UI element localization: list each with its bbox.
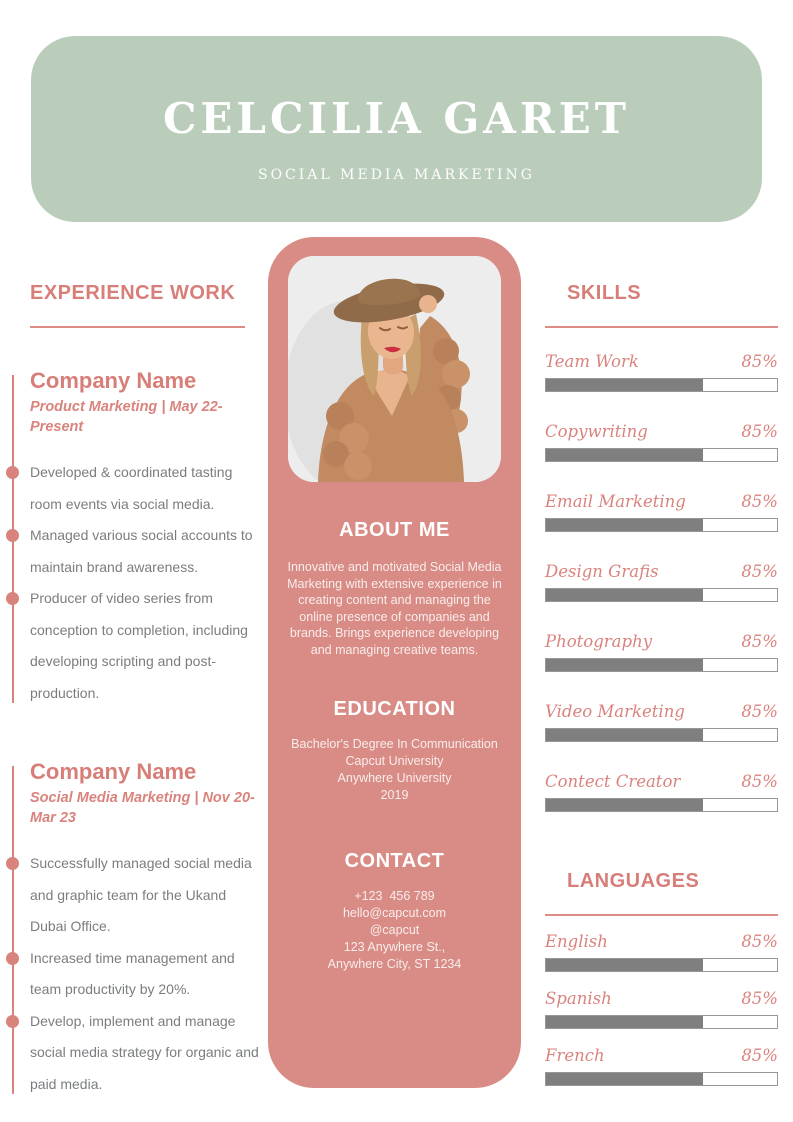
profile-photo (288, 256, 501, 482)
language-bar-fill (546, 1016, 703, 1028)
language-label: Spanish (545, 989, 612, 1008)
education-heading: EDUCATION (333, 698, 456, 720)
skill-bar (545, 518, 778, 532)
language-label: English (545, 932, 608, 951)
language-bar (545, 1015, 778, 1029)
skill-label: Video Marketing (545, 702, 685, 721)
education-line: Anywhere University (337, 771, 452, 785)
job-bullet: Successfully managed social media and graphic team for the Ukand Dubai Office. (30, 848, 263, 943)
header-banner (31, 36, 762, 222)
skill-bar (545, 728, 778, 742)
skill-bar-fill (546, 729, 703, 741)
education-line: Bachelor's Degree In Communication (291, 737, 498, 751)
company-name: Company Name (30, 368, 197, 393)
languages-section (545, 870, 778, 1086)
skills-column (545, 282, 778, 1086)
contact-lines (268, 888, 521, 973)
contact-address-1: 123 Anywhere St., (343, 940, 446, 954)
skill-percent: 85% (741, 632, 778, 651)
experience-column (30, 282, 263, 1100)
skill-item (545, 492, 778, 532)
skill-item (545, 772, 778, 812)
skill-bar-fill (546, 449, 703, 461)
contact-email: hello@capcut.com (342, 906, 446, 920)
experience-divider (30, 326, 245, 328)
skill-bar (545, 798, 778, 812)
skill-label: Photography (545, 632, 653, 651)
language-item (545, 932, 778, 972)
education-line: Capcut University (345, 754, 444, 768)
languages-divider (545, 914, 778, 916)
experience-heading: EXPERIENCE WORK (30, 282, 236, 304)
skills-heading: SKILLS (567, 282, 642, 304)
skill-label: Team Work (545, 352, 639, 371)
contact-address-2: Anywhere City, ST 1234 (327, 957, 462, 971)
skill-percent: 85% (741, 352, 778, 371)
skill-item (545, 632, 778, 672)
skill-percent: 85% (741, 492, 778, 511)
about-heading: ABOUT ME (339, 519, 450, 541)
job-bullet: Increased time management and team productivity by 20%. (30, 943, 263, 1006)
job-bullet-list (30, 848, 263, 1100)
skill-item (545, 352, 778, 392)
skill-item (545, 702, 778, 742)
skill-bar-fill (546, 589, 703, 601)
skill-label: Email Marketing (545, 492, 686, 511)
skill-bar (545, 448, 778, 462)
skill-bar-fill (546, 519, 703, 531)
job-bullet-list (30, 457, 263, 709)
skill-bar (545, 658, 778, 672)
job-entry-1 (30, 368, 263, 709)
skill-bar-fill (546, 379, 703, 391)
education-line: 2019 (380, 788, 409, 802)
portrait-illustration (288, 256, 501, 482)
skill-bar-fill (546, 799, 703, 811)
contact-heading: CONTACT (344, 850, 445, 872)
skills-divider (545, 326, 778, 328)
language-item (545, 989, 778, 1029)
skill-label: Design Grafis (545, 562, 659, 581)
language-percent: 85% (741, 1046, 778, 1065)
job-meta: Social Media Marketing | Nov 20-Mar 23 (30, 790, 255, 826)
language-bar-fill (546, 1073, 703, 1085)
language-item (545, 1046, 778, 1086)
job-bullet: Producer of video series from conception to completion, including developing scripting and post-production. (30, 583, 263, 709)
job-bullet: Developed & coordinated tasting room events via social media. (30, 457, 263, 520)
skill-item (545, 562, 778, 602)
job-bullet: Managed various social accounts to maintain brand awareness. (30, 520, 263, 583)
language-bar (545, 958, 778, 972)
skill-bar (545, 378, 778, 392)
skill-percent: 85% (741, 422, 778, 441)
languages-heading: LANGUAGES (567, 870, 700, 892)
person-name: CELCILIA GARET (162, 94, 631, 143)
skill-percent: 85% (741, 562, 778, 581)
job-meta: Product Marketing | May 22-Present (30, 399, 223, 435)
company-name: Company Name (30, 759, 197, 784)
contact-handle: @capcut (369, 923, 420, 937)
education-lines (268, 736, 521, 804)
about-text: Innovative and motivated Social Media Marketing with extensive experience in creating content and managing the online presence of companies and brands. Brings experience developing and managing creative teams. (287, 560, 502, 657)
language-bar-fill (546, 959, 703, 971)
language-percent: 85% (741, 932, 778, 951)
skill-item (545, 422, 778, 462)
language-bar (545, 1072, 778, 1086)
skills-list (545, 352, 778, 812)
skill-percent: 85% (741, 772, 778, 791)
timeline-line (12, 766, 14, 1094)
job-title: SOCIAL MEDIA MARKETING (257, 167, 535, 183)
profile-panel (268, 237, 521, 1088)
job-bullet: Develop, implement and manage social media strategy for organic and paid media. (30, 1006, 263, 1101)
job-entry-2 (30, 759, 263, 1100)
skill-bar (545, 588, 778, 602)
language-label: French (545, 1046, 605, 1065)
skill-label: Contect Creator (545, 772, 681, 791)
skill-percent: 85% (741, 702, 778, 721)
skill-label: Copywriting (545, 422, 648, 441)
skill-bar-fill (546, 659, 703, 671)
language-percent: 85% (741, 989, 778, 1008)
contact-phone: +123 456 789 (354, 889, 435, 903)
